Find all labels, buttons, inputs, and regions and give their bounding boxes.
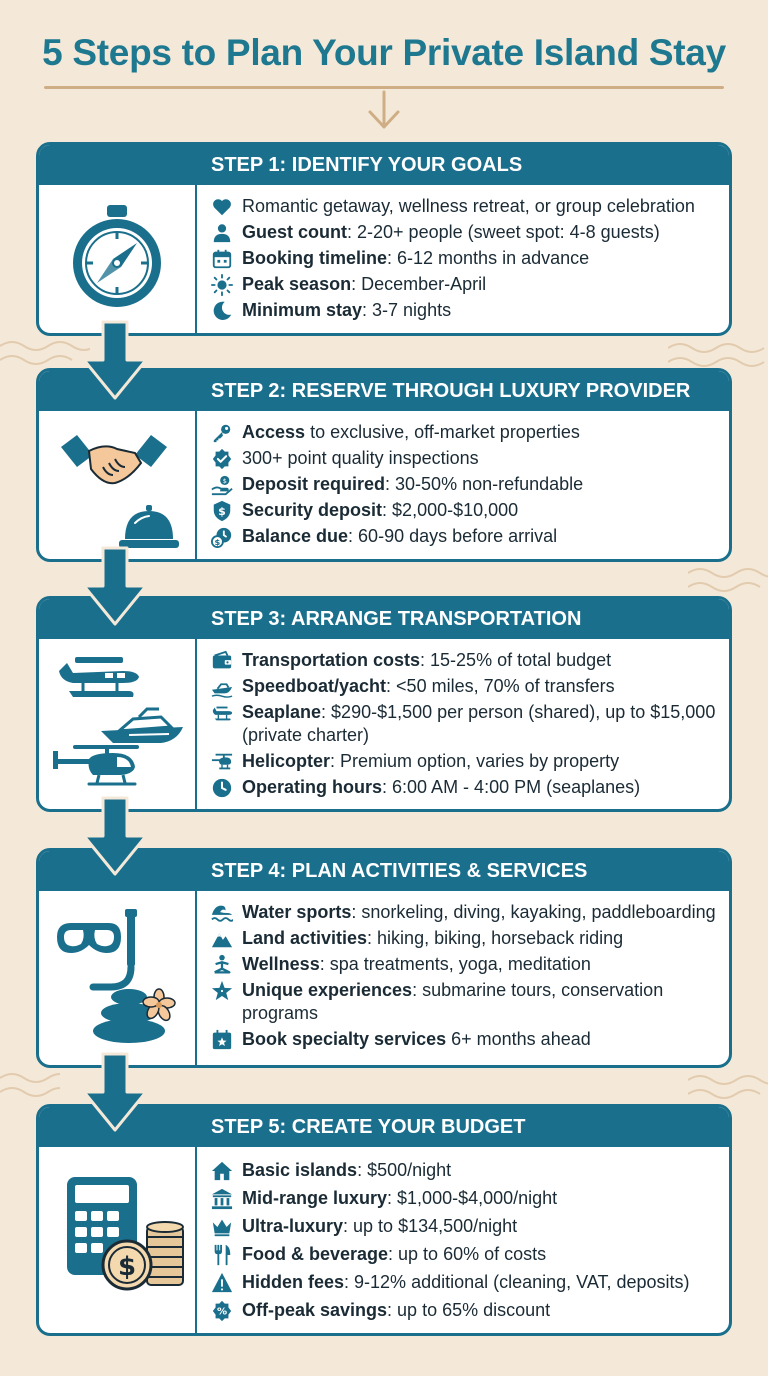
crown-icon <box>211 1216 233 1238</box>
mountain-icon <box>211 928 233 950</box>
list-item: $ Security deposit: $2,000-$10,000 <box>211 499 729 522</box>
clock-dollar-icon <box>211 526 233 548</box>
down-arrow-icon <box>80 1052 150 1132</box>
step-4-list <box>211 901 729 1054</box>
step-3-list <box>211 649 729 802</box>
step-1-card <box>36 142 732 336</box>
percent-badge-icon <box>211 1300 233 1322</box>
starfish-icon <box>211 980 233 1002</box>
moon-icon <box>211 300 233 322</box>
list-item: 300+ point quality inspections <box>211 447 729 470</box>
service-bell-icon <box>117 503 181 551</box>
list-item: Access to exclusive, off-market properties <box>211 421 729 444</box>
shield-dollar-icon <box>211 500 233 522</box>
heart-icon <box>211 196 233 218</box>
step-3-illustration <box>39 639 197 809</box>
list-item: Wellness: spa treatments, yoga, meditation <box>211 953 729 976</box>
list-item: Book specialty services 6+ months ahead <box>211 1028 729 1051</box>
list-item: Seaplane: $290-$1,500 per person (shared), up to $15,000 (private charter) <box>211 701 729 747</box>
list-item: Ultra-luxury: up to $134,500/night <box>211 1215 729 1238</box>
down-arrow-icon <box>80 546 150 626</box>
wallet-icon <box>211 650 233 672</box>
step-4-card <box>36 848 732 1068</box>
step-3-card <box>36 596 732 812</box>
list-item: Land activities: hiking, biking, horseback riding <box>211 927 729 950</box>
wave-decoration <box>0 338 90 368</box>
list-item: Minimum stay: 3-7 nights <box>211 299 729 322</box>
wave-decoration <box>688 1072 768 1102</box>
coins-icon <box>97 1211 187 1293</box>
bank-icon <box>211 1188 233 1210</box>
step-2-illustration <box>39 411 197 559</box>
list-item: Transportation costs: 15-25% of total budget <box>211 649 729 672</box>
step-4-heading: STEP 4: PLAN ACTIVITIES & SERVICES <box>39 851 729 891</box>
list-item: Water sports: snorkeling, diving, kayaking, paddleboarding <box>211 901 729 924</box>
list-item: Basic islands: $500/night <box>211 1159 729 1182</box>
warning-icon <box>211 1272 233 1294</box>
step-5-card <box>36 1104 732 1336</box>
list-item: Food & beverage: up to 60% of costs <box>211 1243 729 1266</box>
step-5-list <box>211 1159 729 1327</box>
wave-decoration <box>688 565 768 595</box>
handshake-icon <box>59 429 169 491</box>
wave-decoration <box>668 340 768 370</box>
down-arrow-icon <box>80 796 150 876</box>
spa-stones-icon <box>89 975 179 1045</box>
person-icon <box>211 222 233 244</box>
step-4-illustration <box>39 891 197 1065</box>
list-item: $ Deposit required: 30-50% non-refundable <box>211 473 729 496</box>
step-1-illustration <box>39 185 197 333</box>
check-badge-icon <box>211 448 233 470</box>
list-item: Speedboat/yacht: <50 miles, 70% of transfers <box>211 675 729 698</box>
seaplane-icon <box>211 702 233 724</box>
utensils-icon <box>211 1244 233 1266</box>
svg-text:$: $ <box>117 1252 137 1282</box>
hand-coin-icon <box>211 474 233 496</box>
step-2-heading: STEP 2: RESERVE THROUGH LUXURY PROVIDER <box>39 371 729 411</box>
step-1-heading: STEP 1: IDENTIFY YOUR GOALS <box>39 145 729 185</box>
down-arrow-icon <box>364 90 404 132</box>
svg-text:%: % <box>216 1306 228 1318</box>
step-5-heading: STEP 5: CREATE YOUR BUDGET <box>39 1107 729 1147</box>
step-1-list <box>211 195 729 325</box>
yacht-icon <box>99 707 185 747</box>
helicopter-icon <box>211 751 233 773</box>
seaplane-icon <box>53 653 145 701</box>
title-divider <box>44 86 724 89</box>
sun-icon <box>211 274 233 296</box>
key-icon <box>211 422 233 444</box>
list-item: Operating hours: 6:00 AM - 4:00 PM (seaplanes) <box>211 776 729 799</box>
list-item: % Off-peak savings: up to 65% discount <box>211 1299 729 1322</box>
calendar-star-icon <box>211 1029 233 1051</box>
wave-icon <box>211 902 233 924</box>
down-arrow-icon <box>80 320 150 400</box>
yoga-icon <box>211 954 233 976</box>
step-3-heading: STEP 3: ARRANGE TRANSPORTATION <box>39 599 729 639</box>
step-5-illustration <box>39 1147 197 1333</box>
step-2-list <box>211 421 729 551</box>
list-item: $ Balance due: 60-90 days before arrival <box>211 525 729 548</box>
house-icon <box>211 1160 233 1182</box>
list-item: Mid-range luxury: $1,000-$4,000/night <box>211 1187 729 1210</box>
list-item: Guest count: 2-20+ people (sweet spot: 4-8 guests) <box>211 221 729 244</box>
svg-text:$: $ <box>222 477 227 486</box>
list-item: Romantic getaway, wellness retreat, or group celebration <box>211 195 729 218</box>
list-item: Peak season: December-April <box>211 273 729 296</box>
speedboat-icon <box>211 676 233 698</box>
wave-decoration <box>0 1070 60 1100</box>
clock-icon <box>211 777 233 799</box>
helicopter-icon <box>53 743 143 789</box>
compass-icon <box>67 203 167 313</box>
list-item: Booking timeline: 6-12 months in advance <box>211 247 729 270</box>
list-item: Helicopter: Premium option, varies by property <box>211 750 729 773</box>
calendar-icon <box>211 248 233 270</box>
page-title: 5 Steps to Plan Your Private Island Stay <box>42 32 726 73</box>
list-item: Hidden fees: 9-12% additional (cleaning, VAT, deposits) <box>211 1271 729 1294</box>
svg-text:$: $ <box>218 505 226 519</box>
list-item: Unique experiences: submarine tours, conservation programs <box>211 979 729 1025</box>
svg-text:$: $ <box>214 536 221 547</box>
